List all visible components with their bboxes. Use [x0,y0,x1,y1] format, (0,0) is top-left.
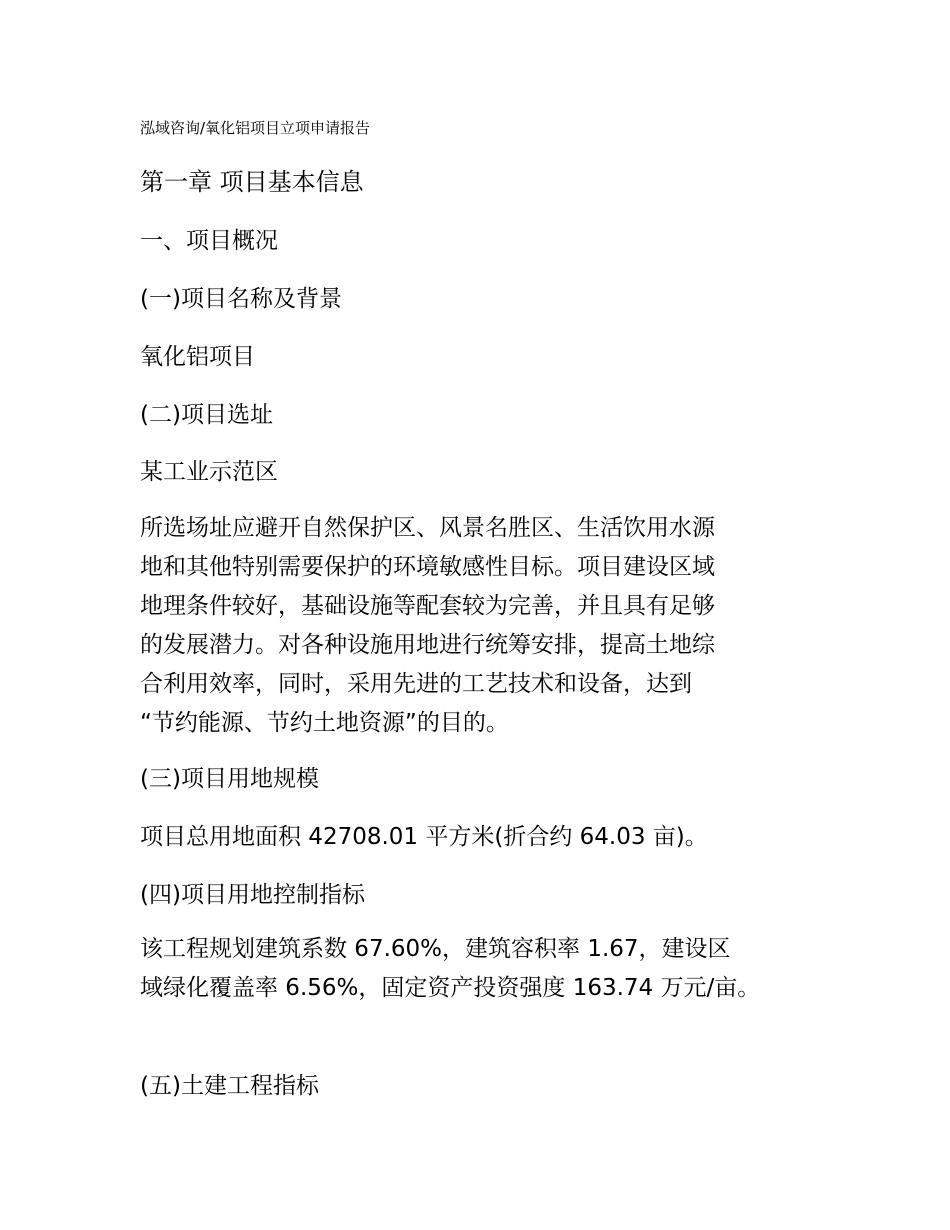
land-area-text: 项目总用地面积 42708.01 平方米(折合约 64.03 亩)。 [140,824,708,850]
paragraph-line: 的发展潜力。对各种设施用地进行统筹安排，提高土地综 [140,632,715,658]
project-location-text: 某工业示范区 [140,459,278,485]
paragraph-line: 该工程规划建筑系数 67.60%，建筑容积率 1.67，建设区 [140,936,731,962]
site-selection-paragraph [140,509,820,743]
subsection-heading-5: (五)土建工程指标 [140,1073,319,1099]
paragraph-line: 合利用效率，同时，采用先进的工艺技术和设备，达到 [140,671,692,697]
subsection-heading-1: (一)项目名称及背景 [140,286,342,312]
subsection-heading-3: (三)项目用地规模 [140,766,319,792]
land-control-paragraph [140,930,840,1008]
subsection-heading-4: (四)项目用地控制指标 [140,882,365,908]
subsection-heading-2: (二)项目选址 [140,402,273,428]
project-name-text: 氧化铝项目 [140,344,255,370]
section-title: 一、项目概况 [140,228,278,254]
running-header: 泓域咨询/氧化铝项目立项申请报告 [140,119,371,137]
paragraph-line: “节约能源、节约土地资源”的目的。 [140,710,509,736]
chapter-title: 第一章 项目基本信息 [140,168,364,196]
paragraph-line: 域绿化覆盖率 6.56%，固定资产投资强度 163.74 万元/亩。 [140,975,761,1001]
paragraph-line: 所选场址应避开自然保护区、风景名胜区、生活饮用水源 [140,515,715,541]
paragraph-line: 地理条件较好，基础设施等配套较为完善，并且具有足够 [140,593,715,619]
paragraph-line: 地和其他特别需要保护的环境敏感性目标。项目建设区域 [140,554,715,580]
